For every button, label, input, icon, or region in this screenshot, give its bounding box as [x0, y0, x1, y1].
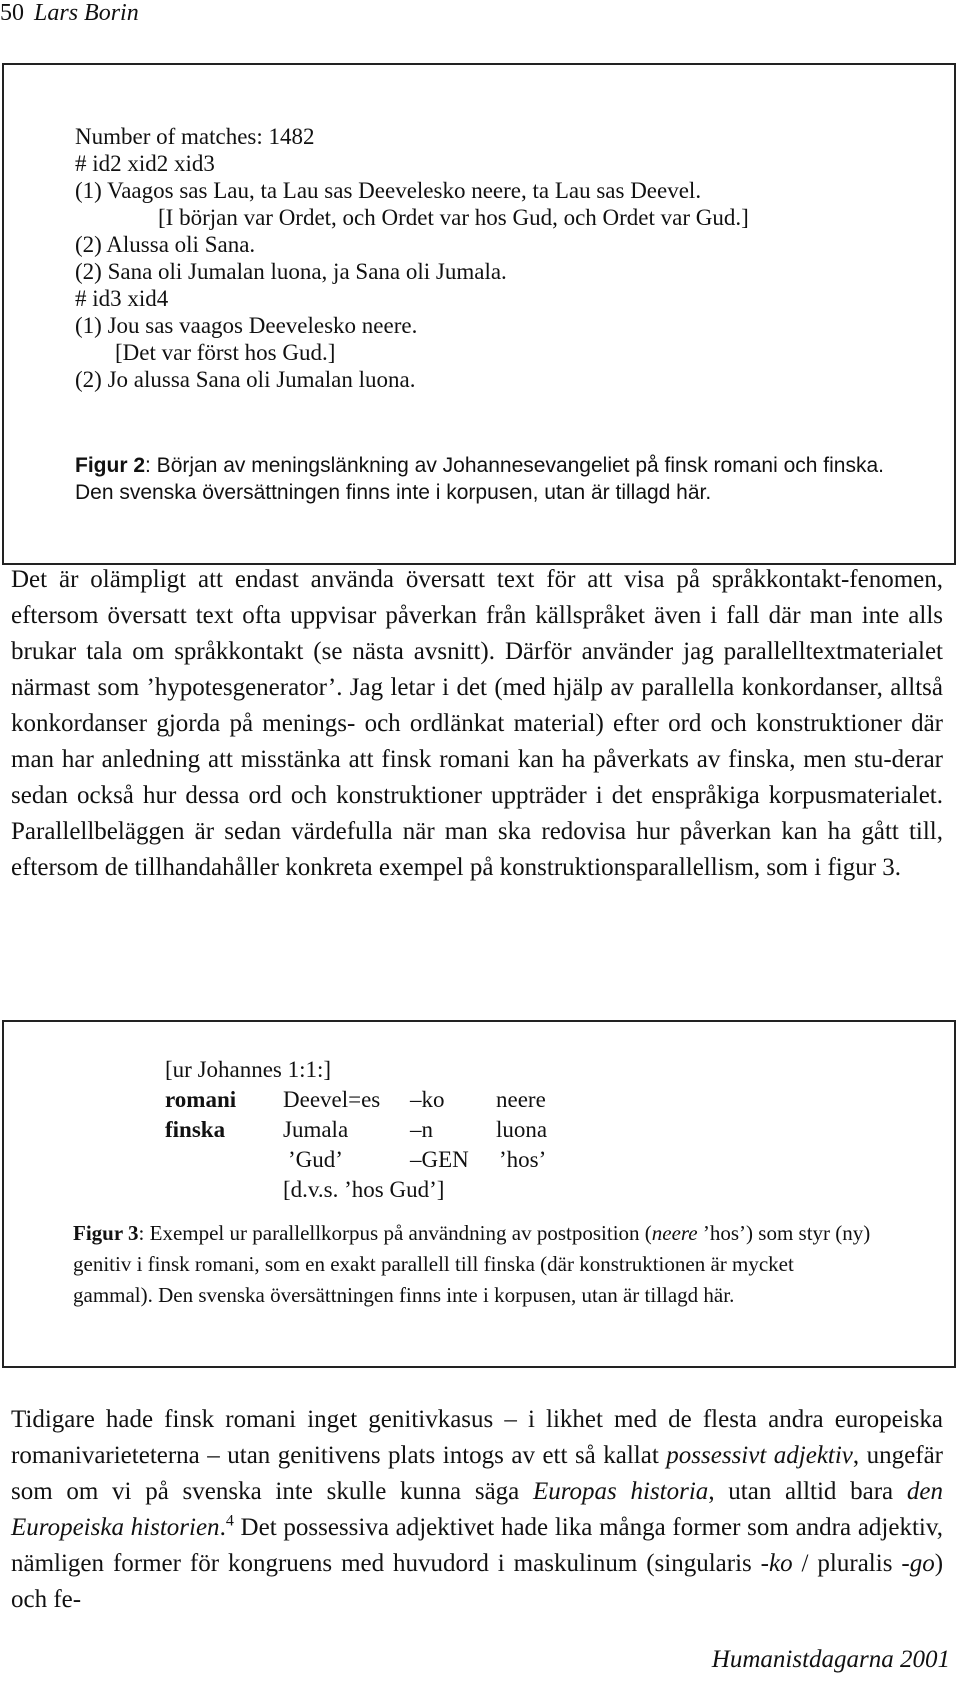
body-paragraph-1 — [11, 562, 943, 886]
figure-3-caption — [73, 1218, 873, 1311]
figure-3-caption-post: ’hos’) som styr (ny) genitiv i finsk romani, som en exakt parallell till finska (där konstruktionen är mycket gammal). Den svenska översättningen finns inte i korpusen, utan är tillagd här. — [73, 1221, 871, 1307]
figure-2-label: Figur 2 — [75, 454, 146, 477]
p2-italic: Europas historia — [532, 1478, 709, 1505]
p2-text: ) och fe- — [11, 1550, 944, 1613]
p2-text: , utan alltid bara — [708, 1478, 907, 1505]
fig3-dvs: [d.v.s. ’hos Gud’] — [283, 1177, 445, 1202]
fig3-cell: –ko — [410, 1087, 445, 1112]
fig2-line: [I början var Ordet, och Ordet var hos Gud, och Ordet var Gud.] — [158, 205, 749, 230]
fig2-line: (1) Vaagos sas Lau, ta Lau sas Deevelesko neere, ta Lau sas Deevel. — [75, 178, 702, 203]
fig3-row-label: romani — [165, 1087, 237, 1112]
figure-3-caption-pre: : Exempel ur parallellkorpus på användning av postposition ( — [138, 1221, 652, 1245]
fig2-line: # id3 xid4 — [75, 286, 169, 311]
p2-text: . — [219, 1514, 226, 1541]
fig2-line: Number of matches: 1482 — [75, 124, 315, 149]
p2-text: Tidigare hade finsk romani inget genitivkasus – i likhet med de flesta andra europeiska romanivarieteterna – utan genitivens plats intogs av ett så kallat — [11, 1406, 943, 1469]
fig3-cell: Deevel=es — [283, 1087, 381, 1112]
fig3-row-label: finska — [165, 1117, 226, 1142]
p2-text: , ungefär som om vi på svenska inte skulle kunna säga — [11, 1442, 943, 1505]
fig3-ref: [ur Johannes 1:1:] — [165, 1057, 332, 1082]
p2-italic: possessivt adjektiv — [666, 1442, 853, 1469]
fig2-line: (2) Jo alussa Sana oli Jumalan luona. — [75, 367, 416, 392]
fig3-cell: –n — [410, 1117, 433, 1142]
figure-3-label: Figur 3 — [73, 1221, 139, 1245]
fig2-line: # id2 xid2 xid3 — [75, 151, 215, 176]
page-header — [0, 0, 139, 27]
fig3-cell: neere — [496, 1087, 546, 1112]
fig2-line: [Det var först hos Gud.] — [115, 340, 336, 365]
p2-italic: go — [909, 1550, 935, 1577]
figure-2-caption — [75, 452, 895, 506]
header-author: Lars Borin — [34, 0, 139, 26]
fig3-cell: ’Gud’ — [288, 1147, 343, 1172]
fig2-line: (2) Alussa oli Sana. — [75, 232, 256, 257]
fig2-line: (2) Sana oli Jumalan luona, ja Sana oli Jumala. — [75, 259, 507, 284]
p2-italic: ko — [769, 1550, 793, 1577]
figure-2-caption-text: : Början av meningslänkning av Johannesevangeliet på finsk romani och finska. Den svenska översättningen finns inte i korpusen, utan är tillagd här. — [75, 454, 884, 504]
page-number: 50 — [0, 0, 24, 26]
body-paragraph-2 — [11, 1402, 943, 1618]
fig3-cell: –GEN — [410, 1147, 469, 1172]
p2-italic: den Europeiska historien — [11, 1478, 943, 1541]
p2-text: / pluralis - — [792, 1550, 910, 1577]
figure-3-caption-italic: neere — [651, 1221, 698, 1245]
page-footer: Humanistdagarna 2001 — [711, 1646, 950, 1673]
paragraph-2-text — [11, 1402, 943, 1618]
figure-3-box — [2, 1020, 956, 1368]
footnote-marker[interactable]: 4 — [225, 1512, 234, 1530]
p2-text: Det possessiva adjektivet hade lika många former som andra adjektiv, nämligen former för kongruens med huvudord i maskulinum (singularis - — [11, 1514, 943, 1577]
fig3-cell: ’hos’ — [499, 1147, 547, 1172]
fig3-cell: luona — [496, 1117, 548, 1142]
fig2-line: (1) Jou sas vaagos Deevelesko neere. — [75, 313, 418, 338]
fig3-cell: Jumala — [283, 1117, 349, 1142]
paragraph-1-text: Det är olämpligt att endast använda översatt text för att visa på språkkontakt-fenomen, eftersom översatt text ofta uppvisar påverkan från källspråket även i fall där man inte alls brukar tala om språkkontakt (se nästa avsnitt). Därför använder jag parallelltextmaterialet närmast som ’hypotesgenerator’. Jag letar i det (med hjälp av parallella konkordanser, alltså konkordanser gjorda på menings- och ordlänkat material) efter ord och konstruktioner där man har anledning att misstänka att finsk romani kan ha påverkats av finska, men stu-derar sedan också hur dessa ord och konstruktioner uppträder i det enspråkiga korpusmaterialet. Parallellbeläggen är sedan värdefulla när man ska redovisa hur påverkan kan ha gått till, eftersom de tillhandahåller konkreta exempel på konstruktionsparallellism, som i figur 3. — [11, 566, 943, 881]
